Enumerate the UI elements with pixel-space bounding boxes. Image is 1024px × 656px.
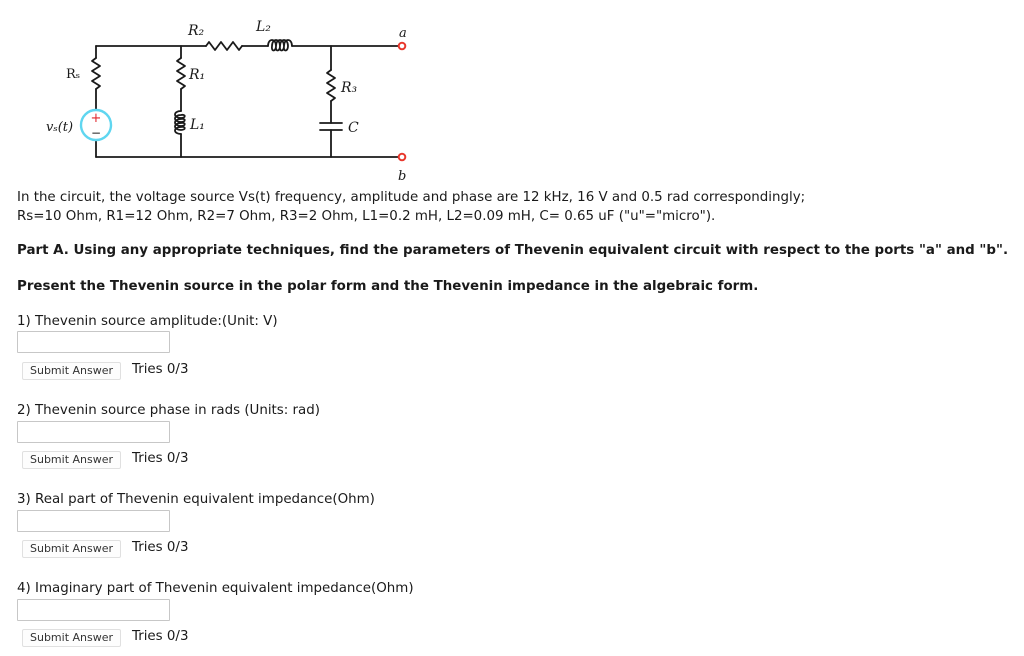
question-1-answer-input[interactable] — [17, 331, 170, 353]
label-rs: Rₛ — [66, 67, 81, 82]
resistor-r3 — [327, 70, 335, 101]
question-2-tries: Tries 0/3 — [132, 451, 189, 466]
source-minus-sign: − — [90, 126, 102, 140]
label-r3: R₃ — [341, 80, 358, 96]
question-4-answer-input[interactable] — [17, 599, 170, 621]
port-a-terminal — [399, 43, 406, 50]
question-1-tries: Tries 0/3 — [132, 362, 189, 377]
part-a-heading: Part A. Using any appropriate techniques, find the parameters of Thevenin equivalent circuit with respect to the ports "a" and "b". — [17, 243, 1009, 258]
label-r1: R₁ — [189, 67, 206, 83]
question-3-tries: Tries 0/3 — [132, 540, 189, 555]
question-3-label: 3) Real part of Thevenin equivalent impedance(Ohm) — [17, 492, 375, 507]
label-port-a: a — [399, 26, 407, 41]
source-plus-sign: + — [90, 111, 102, 126]
instruction-text: Present the Thevenin source in the polar form and the Thevenin impedance in the algebraic form. — [17, 279, 759, 294]
label-l1: L₁ — [190, 117, 205, 133]
question-3-answer-input[interactable] — [17, 510, 170, 532]
question-2-answer-input[interactable] — [17, 421, 170, 443]
label-c: C — [348, 120, 359, 136]
question-2-label: 2) Thevenin source phase in rads (Units: rad) — [17, 403, 320, 418]
inductor-l2 — [268, 40, 292, 51]
question-1-label: 1) Thevenin source amplitude:(Unit: V) — [17, 314, 278, 329]
resistor-rs — [92, 58, 100, 89]
resistor-r1 — [177, 58, 185, 89]
resistor-r2 — [206, 42, 242, 50]
label-l2: L₂ — [256, 19, 271, 35]
circuit-diagram — [0, 0, 430, 185]
problem-statement-line-2: Rs=10 Ohm, R1=12 Ohm, R2=7 Ohm, R3=2 Ohm, L1=0.2 mH, L2=0.09 mH, C= 0.65 uF ("u"="micro"). — [17, 209, 716, 224]
question-3-submit-button[interactable]: Submit Answer — [22, 540, 121, 558]
question-1-submit-button[interactable]: Submit Answer — [22, 362, 121, 380]
question-2-submit-button[interactable]: Submit Answer — [22, 451, 121, 469]
label-r2: R₂ — [188, 23, 205, 39]
question-4-submit-button[interactable]: Submit Answer — [22, 629, 121, 647]
label-vs: vₛ(t) — [46, 120, 74, 135]
problem-statement-line-1: In the circuit, the voltage source Vs(t) frequency, amplitude and phase are 12 kHz, 16 V and 0.5 rad correspondingly; — [17, 190, 806, 205]
question-4-tries: Tries 0/3 — [132, 629, 189, 644]
port-b-terminal — [399, 154, 406, 161]
label-port-b: b — [398, 169, 407, 184]
inductor-l1 — [175, 111, 185, 134]
question-4-label: 4) Imaginary part of Thevenin equivalent impedance(Ohm) — [17, 581, 414, 596]
